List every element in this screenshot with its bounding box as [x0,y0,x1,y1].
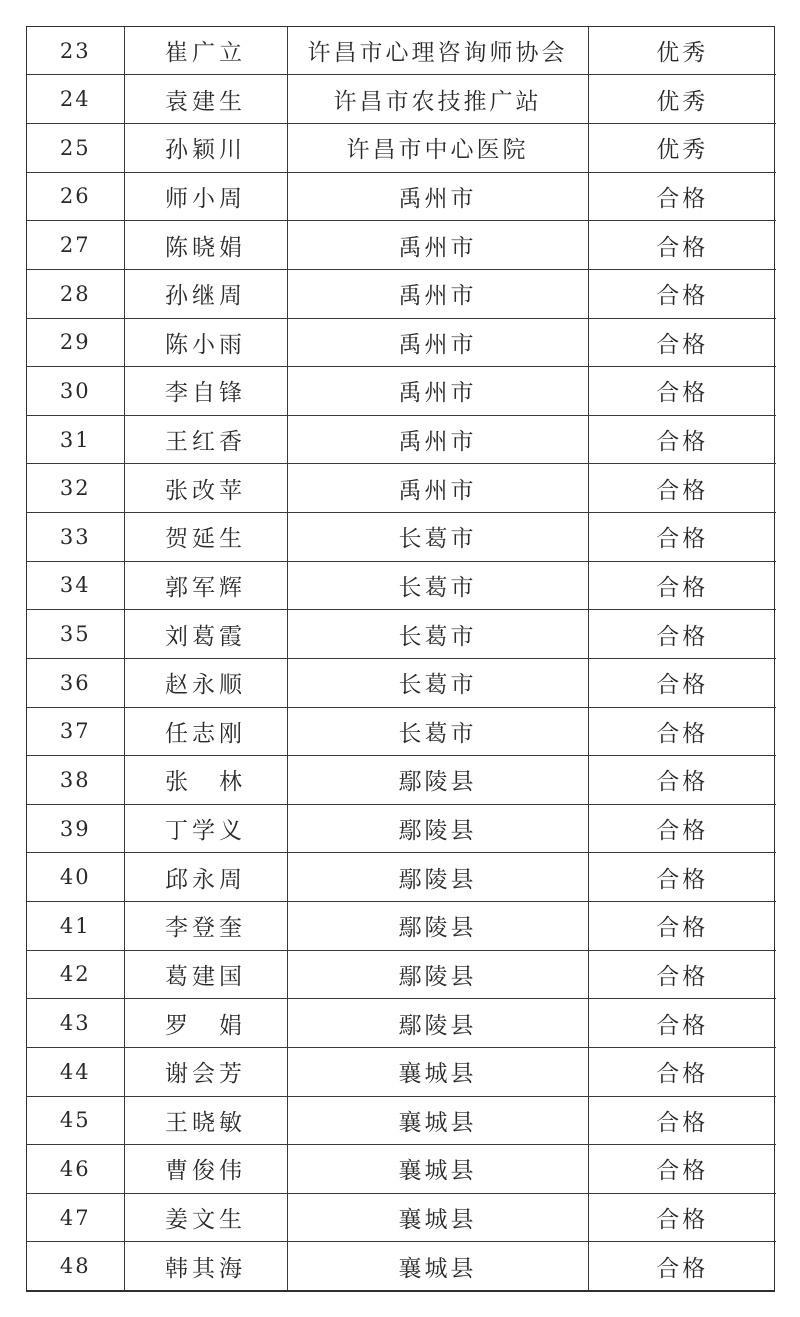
row-number-cell: 34 [27,561,124,610]
result-cell: 合格 [588,756,776,805]
person-name-cell: 郭军辉 [124,561,287,610]
person-name-cell: 罗 娟 [124,999,287,1048]
person-name-cell: 张改苹 [124,464,287,513]
result-cell: 合格 [588,658,776,707]
unit-cell: 禹州市 [287,269,588,318]
person-name-cell: 孙颖川 [124,124,287,173]
person-name-cell: 陈小雨 [124,318,287,367]
result-cell: 合格 [588,610,776,659]
row-number-cell: 25 [27,124,124,173]
unit-cell: 禹州市 [287,367,588,416]
row-number-cell: 43 [27,999,124,1048]
table-row [27,318,776,367]
table-row [27,75,776,124]
person-name-cell: 孙继周 [124,269,287,318]
table-row [27,415,776,464]
unit-cell: 禹州市 [287,415,588,464]
unit-cell: 鄢陵县 [287,902,588,951]
row-number-cell: 32 [27,464,124,513]
table-row [27,902,776,951]
table-row [27,27,776,75]
person-name-cell: 葛建国 [124,950,287,999]
result-cell: 优秀 [588,75,776,124]
table-row [27,561,776,610]
table-row [27,1145,776,1194]
result-cell: 合格 [588,1193,776,1242]
person-name-cell: 袁建生 [124,75,287,124]
person-name-cell: 赵永顺 [124,658,287,707]
table-row [27,269,776,318]
person-name-cell: 师小周 [124,172,287,221]
person-name-cell: 谢会芳 [124,1047,287,1096]
table-row [27,172,776,221]
result-cell: 合格 [588,707,776,756]
person-name-cell: 贺延生 [124,513,287,562]
result-cell: 合格 [588,1145,776,1194]
row-number-cell: 33 [27,513,124,562]
row-number-cell: 46 [27,1145,124,1194]
row-number-cell: 29 [27,318,124,367]
row-number-cell: 38 [27,756,124,805]
person-name-cell: 王晓敏 [124,1096,287,1145]
row-number-cell: 30 [27,367,124,416]
unit-cell: 鄢陵县 [287,756,588,805]
table-row [27,513,776,562]
person-name-cell: 李自锋 [124,367,287,416]
person-name-cell: 丁学义 [124,804,287,853]
person-name-cell: 姜文生 [124,1193,287,1242]
row-number-cell: 48 [27,1242,124,1290]
result-cell: 合格 [588,1242,776,1290]
table-row [27,950,776,999]
unit-cell: 许昌市中心医院 [287,124,588,173]
assessment-table [27,27,776,1290]
person-name-cell: 任志刚 [124,707,287,756]
result-cell: 合格 [588,1096,776,1145]
unit-cell: 长葛市 [287,610,588,659]
row-number-cell: 37 [27,707,124,756]
unit-cell: 鄢陵县 [287,950,588,999]
unit-cell: 襄城县 [287,1096,588,1145]
unit-cell: 长葛市 [287,513,588,562]
result-cell: 优秀 [588,27,776,75]
result-cell: 合格 [588,950,776,999]
unit-cell: 襄城县 [287,1145,588,1194]
row-number-cell: 26 [27,172,124,221]
person-name-cell: 邱永周 [124,853,287,902]
unit-cell: 鄢陵县 [287,999,588,1048]
result-cell: 合格 [588,367,776,416]
row-number-cell: 31 [27,415,124,464]
table-body [27,27,776,1290]
result-cell: 合格 [588,464,776,513]
result-cell: 合格 [588,561,776,610]
person-name-cell: 李登奎 [124,902,287,951]
result-cell: 合格 [588,415,776,464]
person-name-cell: 刘葛霞 [124,610,287,659]
result-cell: 合格 [588,804,776,853]
unit-cell: 襄城县 [287,1193,588,1242]
row-number-cell: 23 [27,27,124,75]
person-name-cell: 曹俊伟 [124,1145,287,1194]
row-number-cell: 44 [27,1047,124,1096]
unit-cell: 禹州市 [287,464,588,513]
person-name-cell: 王红香 [124,415,287,464]
unit-cell: 禹州市 [287,221,588,270]
unit-cell: 禹州市 [287,318,588,367]
result-cell: 合格 [588,999,776,1048]
table-row [27,124,776,173]
assessment-table-container [26,26,775,1292]
row-number-cell: 40 [27,853,124,902]
table-row [27,367,776,416]
person-name-cell: 陈晓娟 [124,221,287,270]
table-row [27,610,776,659]
table-row [27,658,776,707]
row-number-cell: 35 [27,610,124,659]
unit-cell: 许昌市心理咨询师协会 [287,27,588,75]
unit-cell: 长葛市 [287,658,588,707]
table-row [27,999,776,1048]
unit-cell: 襄城县 [287,1242,588,1290]
result-cell: 合格 [588,853,776,902]
result-cell: 合格 [588,318,776,367]
person-name-cell: 崔广立 [124,27,287,75]
result-cell: 合格 [588,172,776,221]
unit-cell: 鄢陵县 [287,804,588,853]
result-cell: 合格 [588,269,776,318]
row-number-cell: 47 [27,1193,124,1242]
table-row [27,1242,776,1290]
row-number-cell: 27 [27,221,124,270]
table-row [27,804,776,853]
row-number-cell: 28 [27,269,124,318]
unit-cell: 襄城县 [287,1047,588,1096]
row-number-cell: 41 [27,902,124,951]
unit-cell: 许昌市农技推广站 [287,75,588,124]
row-number-cell: 45 [27,1096,124,1145]
table-row [27,707,776,756]
row-number-cell: 24 [27,75,124,124]
table-row [27,1096,776,1145]
unit-cell: 长葛市 [287,561,588,610]
table-row [27,853,776,902]
unit-cell: 长葛市 [287,707,588,756]
result-cell: 合格 [588,513,776,562]
table-row [27,221,776,270]
result-cell: 合格 [588,902,776,951]
row-number-cell: 36 [27,658,124,707]
unit-cell: 鄢陵县 [287,853,588,902]
result-cell: 合格 [588,221,776,270]
row-number-cell: 39 [27,804,124,853]
result-cell: 优秀 [588,124,776,173]
person-name-cell: 张 林 [124,756,287,805]
result-cell: 合格 [588,1047,776,1096]
table-row [27,464,776,513]
table-row [27,756,776,805]
table-row [27,1047,776,1096]
row-number-cell: 42 [27,950,124,999]
person-name-cell: 韩其海 [124,1242,287,1290]
table-row [27,1193,776,1242]
unit-cell: 禹州市 [287,172,588,221]
